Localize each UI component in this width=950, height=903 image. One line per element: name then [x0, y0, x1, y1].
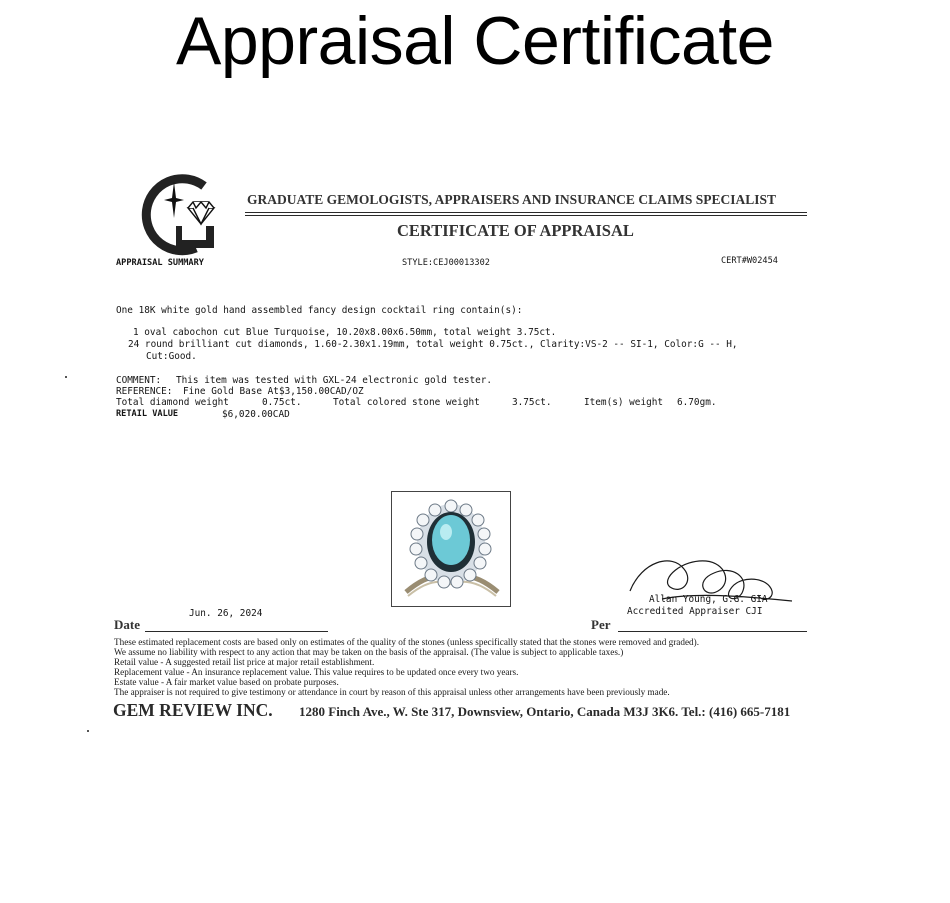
disclaimer-line: Replacement value - An insurance replacement value. This value requires to be updated once every two years. — [114, 667, 519, 677]
organization-line: GRADUATE GEMOLOGISTS, APPRAISERS AND INSURANCE CLAIMS SPECIALIST — [247, 192, 776, 207]
comment-label: COMMENT: — [116, 375, 162, 386]
item-weight-label: Item(s) weight — [584, 397, 664, 408]
certificate-title: CERTIFICATE OF APPRAISAL — [397, 221, 634, 240]
diamond-weight-value: 0.75ct. — [262, 397, 302, 408]
stone-weight-label: Total colored stone weight — [333, 397, 480, 408]
company-name: GEM REVIEW INC. — [113, 700, 273, 720]
company-address: 1280 Finch Ave., W. Ste 317, Downsview, Ontario, Canada M3J 3K6. Tel.: (416) 665-7181 — [299, 704, 791, 719]
appraisal-summary-label: APPRAISAL SUMMARY — [116, 258, 204, 268]
reference-label: REFERENCE: — [116, 386, 173, 397]
retail-value: $6,020.00CAD — [222, 409, 290, 420]
scan-speck — [87, 730, 89, 732]
diamond-weight-label: Total diamond weight — [116, 397, 229, 408]
disclaimer-line: The appraiser is not required to give testimony or attendance in court by reason of this appraisal unless other arrangements have been previously made. — [114, 687, 670, 697]
retail-value-label: RETAIL VALUE — [116, 409, 179, 419]
disclaimer-line: We assume no liability with respect to any action that may be taken on the basis of the appraisal. (The value is subject to applicable taxes.) — [114, 647, 624, 657]
stone-line-2: 24 round brilliant cut diamonds, 1.60-2.30x1.19mm, total weight 0.75ct., Clarity:VS-2 -- SI-1, Color:G -- H, — [128, 339, 738, 350]
date-label: Date — [114, 617, 140, 632]
item-weight-value: 6.70gm. — [677, 397, 717, 408]
style-number: STYLE:CEJ00013302 — [402, 258, 490, 268]
ring-photo — [391, 491, 511, 607]
date-underline — [145, 631, 328, 632]
disclaimer-line: These estimated replacement costs are based only on estimates of the quality of the stones (unless specifically stated that the stones were removed and graded). — [114, 637, 699, 647]
reference-text: Fine Gold Base At$3,150.00CAD/OZ — [183, 386, 364, 397]
appraiser-title: Accredited Appraiser CJI — [627, 606, 763, 617]
per-label: Per — [591, 617, 611, 632]
item-description: One 18K white gold hand assembled fancy design cocktail ring contain(s): — [116, 305, 523, 316]
stone-weight-value: 3.75ct. — [512, 397, 552, 408]
header-rule — [245, 212, 807, 213]
page-title: Appraisal Certificate — [176, 3, 774, 79]
gem-logo-icon — [138, 168, 220, 258]
appraiser-name: Allan Young, G.G. GIA — [649, 594, 768, 605]
per-underline — [618, 631, 807, 632]
disclaimer-line: Estate value - A fair market value based on probate purposes. — [114, 677, 339, 687]
comment-text: This item was tested with GXL-24 electronic gold tester. — [176, 375, 493, 386]
disclaimer-line: Retail value - A suggested retail list price at major retail establishment. — [114, 657, 375, 667]
stone-line-1: 1 oval cabochon cut Blue Turquoise, 10.20x8.00x6.50mm, total weight 3.75ct. — [133, 327, 557, 338]
scan-speck — [65, 376, 67, 378]
date-value: Jun. 26, 2024 — [189, 608, 263, 619]
header-rule-2 — [245, 215, 807, 216]
certificate-number: CERT#W02454 — [721, 256, 778, 266]
stone-line-2-cont: Cut:Good. — [146, 351, 197, 362]
